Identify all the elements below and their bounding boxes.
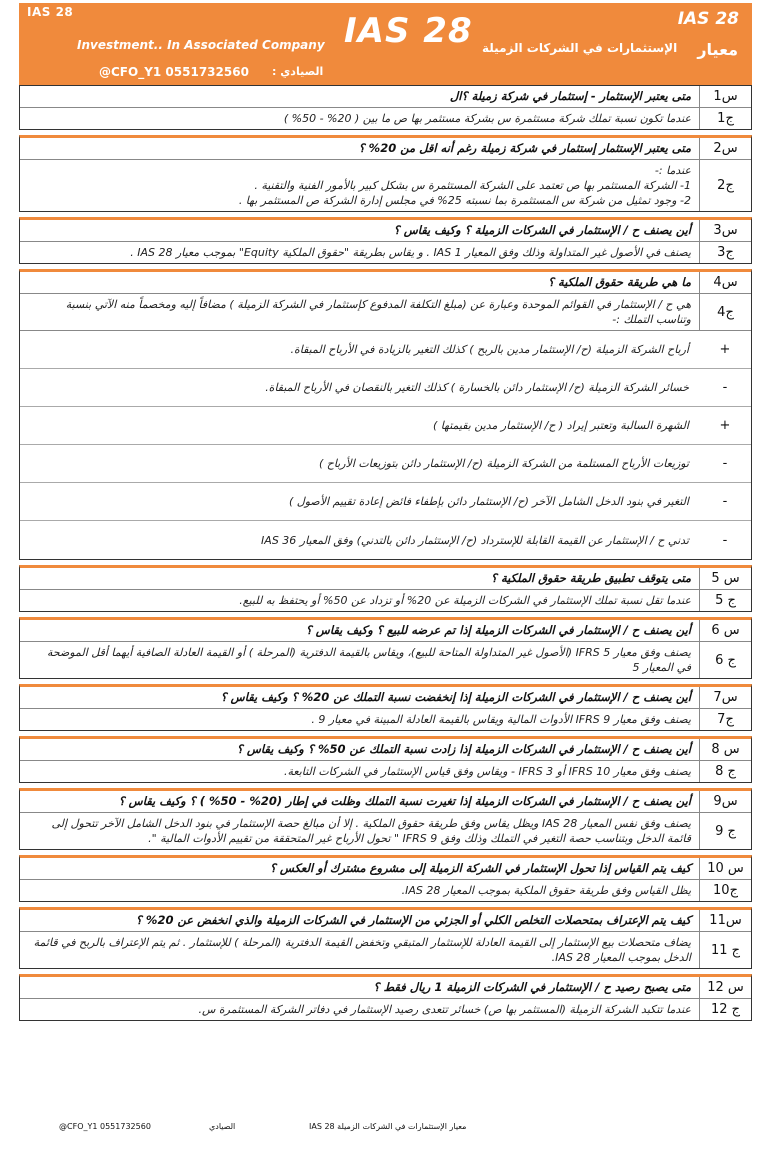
qa-block-3 [19,217,752,264]
answer-item: 1- الشركة المستثمر بها ص تعتمد على الشركة المستثمرة س بشكل كبير بالأمور الفنية والتقنية . [254,179,691,192]
answer-label: ج 12 [699,999,751,1020]
question-text: أين يصنف ح / الإستثمار في الشركات الزميلة إذا تغيرت نسبة التملك وظلت في إطار (20% - 50% ) ؟ وكيف يقاس ؟ [118,794,691,808]
question-row [20,568,751,590]
adjustment-text: خسائر الشركة الزميلة (ح/ الإستثمار دائن بالخسارة ) كذلك التغير بالنقصان في الأرباح المبقاة. [265,381,689,394]
question-text: أين يصنف ح / الإستثمار في الشركات الزميلة إذا إنخفضت نسبة التملك عن 20% ؟ وكيف يقاس ؟ [220,690,691,704]
question-text: متى يصبح رصيد ح / الإستثمار في الشركات الزميلة 1 ريال فقط ؟ [373,980,691,994]
answer-text: يصنف وفق معيار IFRS 9 الأدوات المالية ويقاس بالقيمة العادلة المبينة في معيار 9 . [311,713,691,726]
standard-code-left: IAS 28 [27,5,74,19]
question-row [20,86,751,108]
standard-code-big: IAS 28 [344,11,473,51]
answer-row [20,761,751,782]
question-text: أين يصنف ح / الإستثمار في الشركات الزميلة إذا زادت نسبة التملك عن 50% ؟ وكيف يقاس ؟ [236,742,691,756]
answer-label: ج1 [699,108,751,129]
question-text: متى يعتبر الإستثمار - إستثمار في شركة زميلة ؟ال [449,89,691,103]
question-label: س3 [699,220,751,241]
footer-author: الصيادي [209,1122,236,1131]
answer-row [20,932,751,968]
question-label: س 10 [699,858,751,879]
question-row [20,220,751,242]
adjustment-item [20,369,751,407]
answer-row [20,108,751,129]
question-text: كيف يتم القياس إذا تحول الإستثمار في الشركة الزميلة إلى مشروع مشترك أو العكس ؟ [269,861,691,875]
answer-text: هي ح / الإستثمار في القوائم الموحدة وعبارة عن (مبلغ التكلفة المدفوع كإستثمار في الشركة الزميلة ) مضافاً إليه ومخصماً منه الآتي بنسبة وتناسب التملك :- [65,298,691,326]
question-row [20,739,751,761]
adjustment-text: تدني ح / الإستثمار عن القيمة القابلة للإسترداد (ح/ الإستثمار دائن بالتدني) وفق المعيار IAS 36 [261,533,689,547]
adjustment-sign: - [722,532,728,548]
footer-standard: معيار الإستثمارات في الشركات الزميلة IAS 28 [309,1122,467,1131]
qa-block-8 [19,736,752,783]
answer-row [20,590,751,611]
adjustment-sign: - [722,380,728,395]
adjustment-item [20,331,751,369]
question-label: س11 [699,910,751,931]
standard-code-right: IAS 28 [677,9,739,29]
answer-row [20,999,751,1020]
answer-row [20,294,751,331]
answer-label: ج 6 [699,642,751,678]
adjustment-text: أرباح الشركة الزميلة (ح/ الإستثمار مدين بالربح ) كذلك التغير بالزيادة في الأرباح المبقاة. [290,343,689,356]
header-banner [19,3,752,85]
question-label: س 6 [699,620,751,641]
adjustment-item [20,445,751,483]
question-row [20,858,751,880]
answer-text: يصنف وفق نفس المعيار IAS 28 ويظل يقاس وفق طريقة حقوق الملكية . إلا أن مبالغ حصة الإستثمار في بنود الدخل الشامل الآخر تتحول إلى قائمة الدخل وبتناسب حصة التغير في التملك وذلك وفق IFRS 9 " تحول الأرباح غير المتحققة من تقييم الأدوات المالية ". [51,817,691,845]
footer-handle: @CFO_Y1 0551732560 [59,1122,151,1131]
answer-row [20,813,751,849]
question-label: س1 [699,86,751,107]
adjustment-text: الشهرة السالبة وتعتبر إيراد ( ح/ الإستثمار مدين بقيمتها ) [432,419,689,432]
question-row [20,977,751,999]
adjustment-item [20,407,751,445]
answer-row [20,642,751,678]
adjustment-sign: + [719,418,731,433]
question-row [20,620,751,642]
adjustment-text: التغير في بنود الدخل الشامل الآخر (ح/ الإستثمار دائن بإطفاء فائض إعادة تقييم الأصول ) [288,495,689,508]
answer-text [20,160,699,211]
question-label: س 12 [699,977,751,998]
answer-row [20,709,751,730]
question-label: س 8 [699,739,751,760]
answer-label: ج 5 [699,590,751,611]
question-row [20,138,751,160]
answer-row [20,880,751,901]
adjustment-item [20,521,751,559]
answer-label: ج 9 [699,813,751,849]
answer-intro: عندما :- [654,164,691,177]
qa-block-11 [19,907,752,969]
qa-block-9 [19,788,752,850]
question-row [20,687,751,709]
author-handle: @CFO_Y1 0551732560 [99,65,249,79]
answer-row [20,160,751,211]
qa-block-4 [19,269,752,560]
qa-block-2 [19,135,752,212]
adjustment-sign: + [719,342,731,357]
question-text: متى يعتبر الإستثمار إستثمار في شركة زميلة رغم أنه اقل من 20% ؟ [358,141,691,155]
question-label: س 5 [699,568,751,589]
answer-label: ج3 [699,242,751,263]
question-text: كيف يتم الإعتراف بمتحصلات التخلص الكلي أو الجزئي من الإستثمار في الشركات الزميلة والذي انخفض عن 20% ؟ [135,913,691,927]
arabic-title: الإستثمارات في الشركات الزميلة [482,41,678,55]
question-label: س9 [699,791,751,812]
question-row [20,910,751,932]
standard-word: معيار [697,40,738,59]
answer-label: ج 8 [699,761,751,782]
question-text: أين يصنف ح / الإستثمار في الشركات الزميلة ؟ وكيف يقاس ؟ [393,223,691,237]
qa-block-7 [19,684,752,731]
author-name: الصيادي : [272,65,324,78]
qa-block-6 [19,617,752,679]
qa-block-12 [19,974,752,1021]
answer-text: يصنف وفق معيار IFRS 10 أو IFRS 3 - ويقاس وفق قياس الإستثمار في الشركات التابعة. [284,765,691,778]
answer-text: عندما تتكبد الشركة الزميلة (المستثمر بها ص) خسائر تتعدى رصيد الإستثمار في دفاتر الشركة المستثمرة س. [198,1003,691,1016]
qa-block-10 [19,855,752,902]
english-title: Investment.. In Associated Company [77,38,325,52]
question-label: س7 [699,687,751,708]
adjustment-item [20,483,751,521]
adjustment-text: توزيعات الأرباح المستلمة من الشركة الزميلة (ح/ الإستثمار دائن بتوزيعات الأرباح ) [318,457,689,470]
answer-label: ج4 [699,294,751,330]
qa-block-1 [19,85,752,130]
question-text: ما هي طريقة حقوق الملكية ؟ [547,275,691,289]
qa-document [19,85,752,1021]
question-label: س4 [699,272,751,293]
answer-label: ج7 [699,709,751,730]
qa-block-5 [19,565,752,612]
answer-text: يصنف في الأصول غير المتداولة وذلك وفق المعيار IAS 1 . و يقاس بطريقة "حقوق الملكية Equity" بموجب معيار IAS 28 . [130,246,691,259]
question-label: س2 [699,138,751,159]
question-text: متى يتوقف تطبيق طريقة حقوق الملكية ؟ [490,571,691,585]
answer-text: يصنف وفق معيار IFRS 5 (الأصول غير المتداولة المتاحة للبيع)، ويقاس بالقيمة الدفترية (المرحلة ) أو القيمة العادلة الصافية أيهما أقل الموضحة في المعيار 5 [46,646,691,674]
answer-label: ج2 [699,160,751,211]
adjustment-sign: - [722,494,728,509]
adjustment-sign: - [722,456,728,471]
answer-item: 2- وجود تمثيل من شركة س المستثمرة بما نسبته 25% في مجلس إدارة الشركة ص المستثمر بها . [238,194,691,207]
question-row [20,272,751,294]
answer-label: ج 11 [699,932,751,968]
answer-label: ج10 [699,880,751,901]
answer-text: عندما تقل نسبة تملك الإستثمار في الشركات الزميلة عن 20% أو تزداد عن 50% أو يحتفظ به للبيع. [239,594,691,607]
answer-text: يظل القياس وفق طريقة حقوق الملكية بموجب المعيار IAS 28. [401,884,691,897]
answer-row [20,242,751,263]
answer-text: عندما تكون نسبة تملك شركة مستثمرة س بشركة مستثمر بها ص ما بين ( 20% - 50% ) [283,112,691,125]
question-text: أين يصنف ح / الإستثمار في الشركات الزميلة إذا تم عرضه للبيع ؟ وكيف يقاس ؟ [305,623,691,637]
question-row [20,791,751,813]
answer-text: يضاف متحصلات بيع الإستثمار إلى القيمة العادلة للإستثمار المتبقي وتخفض القيمة الدفترية (المرحلة ) للإستثمار . ثم يتم الإعتراف بالربح في قائمة الدخل بموجب المعيار IAS 28. [33,936,691,964]
